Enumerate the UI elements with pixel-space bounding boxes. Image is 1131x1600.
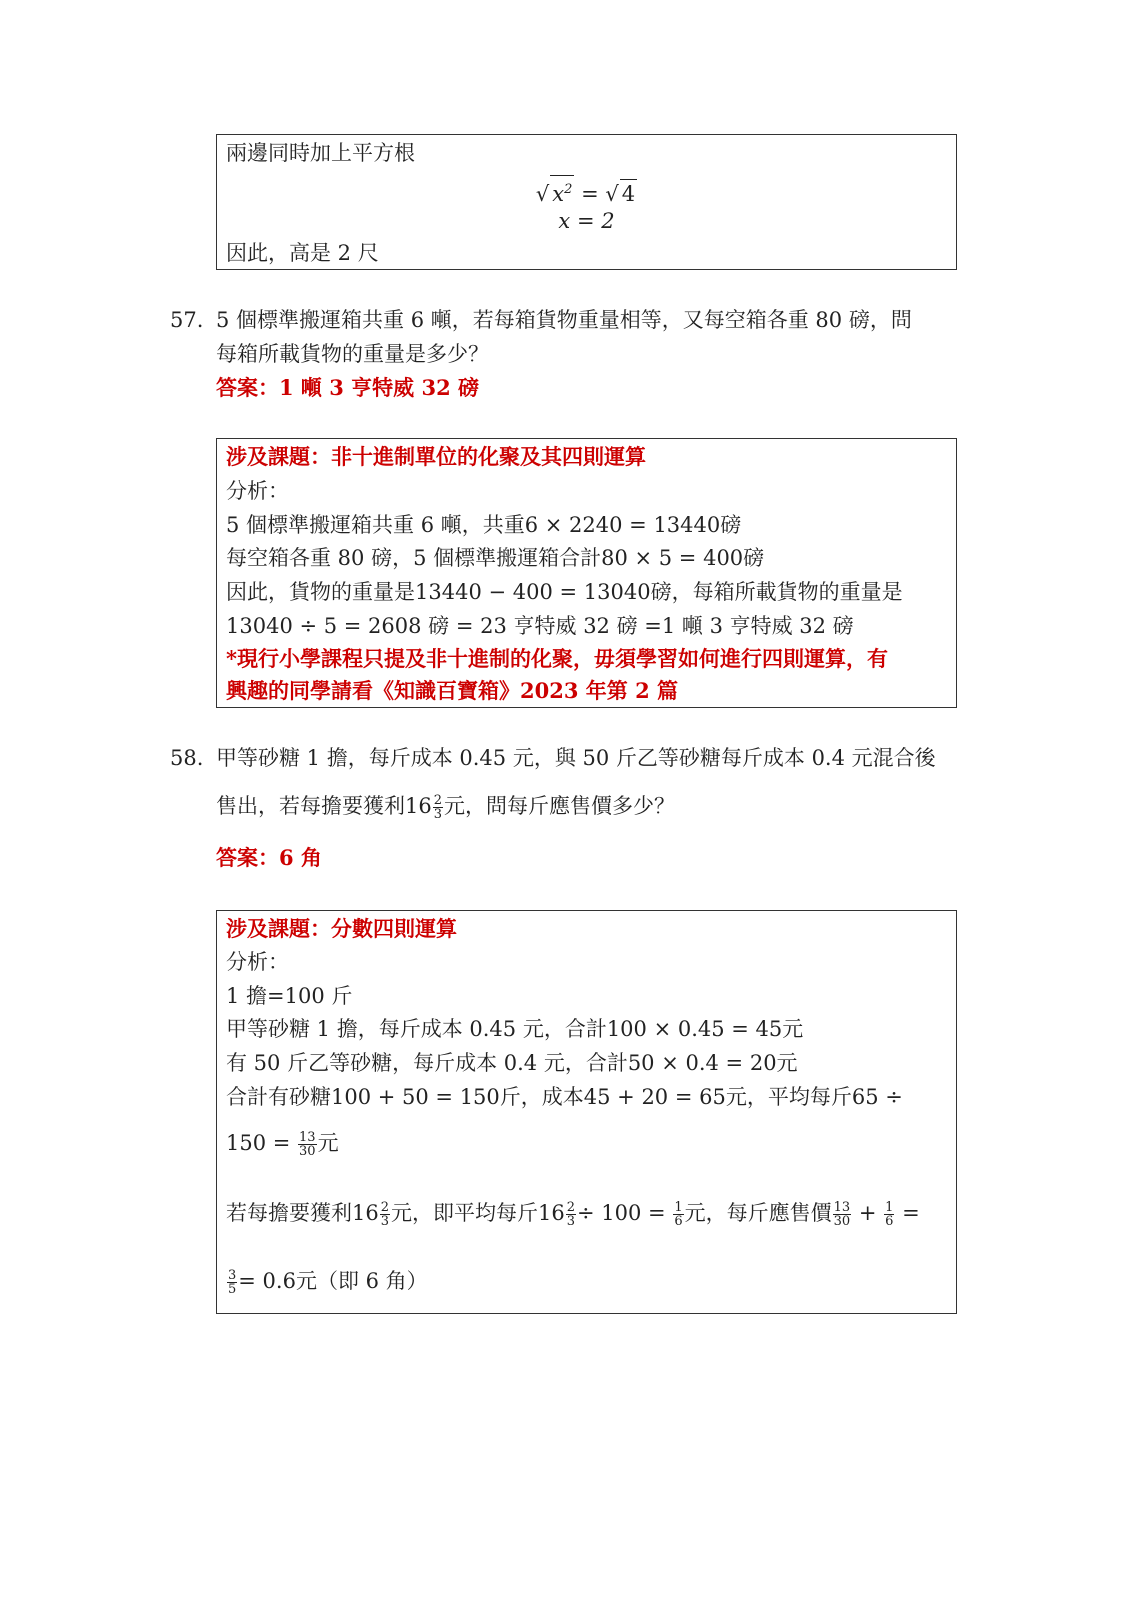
box-line: 兩邊同時加上平方根 [226,141,415,165]
question-text: 每箱所載貨物的重量是多少？ [216,342,489,366]
analysis-line: 甲等砂糖 1 擔，每斤成本 0.45 元，合計100 × 0.45 = 45元 [226,1017,804,1041]
note-text: *現行小學課程只提及非十進制的化聚，毋須學習如何進行四則運算，有 [226,646,888,671]
equation-sqrt: √ $x^2$ = √ 4 [217,175,956,208]
question-text: 甲等砂糖 1 擔，每斤成本 0.45 元，與 50 斤乙等砂糖每斤成本 0.4 元混合後 [216,746,936,770]
fraction: $\frac{1}{6}$ [885,1200,894,1229]
answer-text: 答案：6 角 [216,845,322,870]
question-text: 5 個標準搬運箱共重 6 噸，若每箱貨物重量相等，又每空箱各重 80 磅，問 [216,308,912,332]
analysis-label: 分析： [226,950,289,974]
question-number: 58. [170,746,204,770]
topic-heading: 涉及課題：非十進制單位的化聚及其四則運算 [226,444,646,469]
analysis-line: 合計有砂糖100 + 50 = 150斤，成本45 + 20 = 65元，平均每斤65 ÷ [226,1085,903,1109]
note-text: 興趣的同學請看《知識百寶箱》2023 年第 2 篇 [226,678,678,703]
analysis-line: 1 擔=100 斤 [226,984,353,1008]
fraction: $\frac{1}{6}$ [674,1200,683,1229]
fraction: $\frac{2}{3}$ [433,793,443,822]
answer-text: 答案：1 噸 3 亨特威 32 磅 [216,375,480,400]
box-conclusion: 因此，高是 2 尺 [226,241,379,265]
analysis-line: 每空箱各重 80 磅，5 個標準搬運箱合計80 × 5 = 400磅 [226,546,765,570]
fraction: $\frac{2}{3}$ [380,1200,390,1229]
analysis-label: 分析： [226,479,289,503]
fraction: $\frac{3}{5}$ [228,1268,237,1297]
fraction: $\frac{13}{30}$ [299,1130,316,1159]
analysis-line: 因此，貨物的重量是13440 − 400 = 13040磅，每箱所載貨物的重量是 [226,580,903,604]
analysis-line: $\frac{3}{5}$ = 0.6元（即 6 角） [228,1268,428,1297]
solution-box-57 [216,438,957,708]
solution-box-58 [216,910,957,1314]
analysis-line: 150 = $\frac{13}{30}$ 元 [226,1130,339,1159]
fraction: $\frac{2}{3}$ [566,1200,576,1229]
topic-heading: 涉及課題：分數四則運算 [226,916,457,941]
analysis-line: 若每擔要獲利16 $\frac{2}{3}$ 元，即平均每斤16 $\frac{2}{3}$ ÷ 100 = $\frac{1}{6}$ 元，每斤應售價 $\frac{13}{30}$ + $\frac{1}{6}$ = [226,1200,920,1229]
question-number: 57. [170,308,204,332]
analysis-line: 有 50 斤乙等砂糖，每斤成本 0.4 元，合計50 × 0.4 = 20元 [226,1051,798,1075]
fraction: $\frac{13}{30}$ [833,1200,851,1229]
solution-box-prev [216,134,957,270]
analysis-line: 13040 ÷ 5 = 2608 磅 = 23 亨特威 32 磅 =1 噸 3 亨特威 32 磅 [226,614,854,638]
equation-result: x = 2 [558,209,615,233]
question-text: 售出，若每擔要獲利16 $\frac{2}{3}$ 元，問每斤應售價多少？ [216,793,676,822]
analysis-line: 5 個標準搬運箱共重 6 噸，共重6 × 2240 = 13440磅 [226,513,742,537]
